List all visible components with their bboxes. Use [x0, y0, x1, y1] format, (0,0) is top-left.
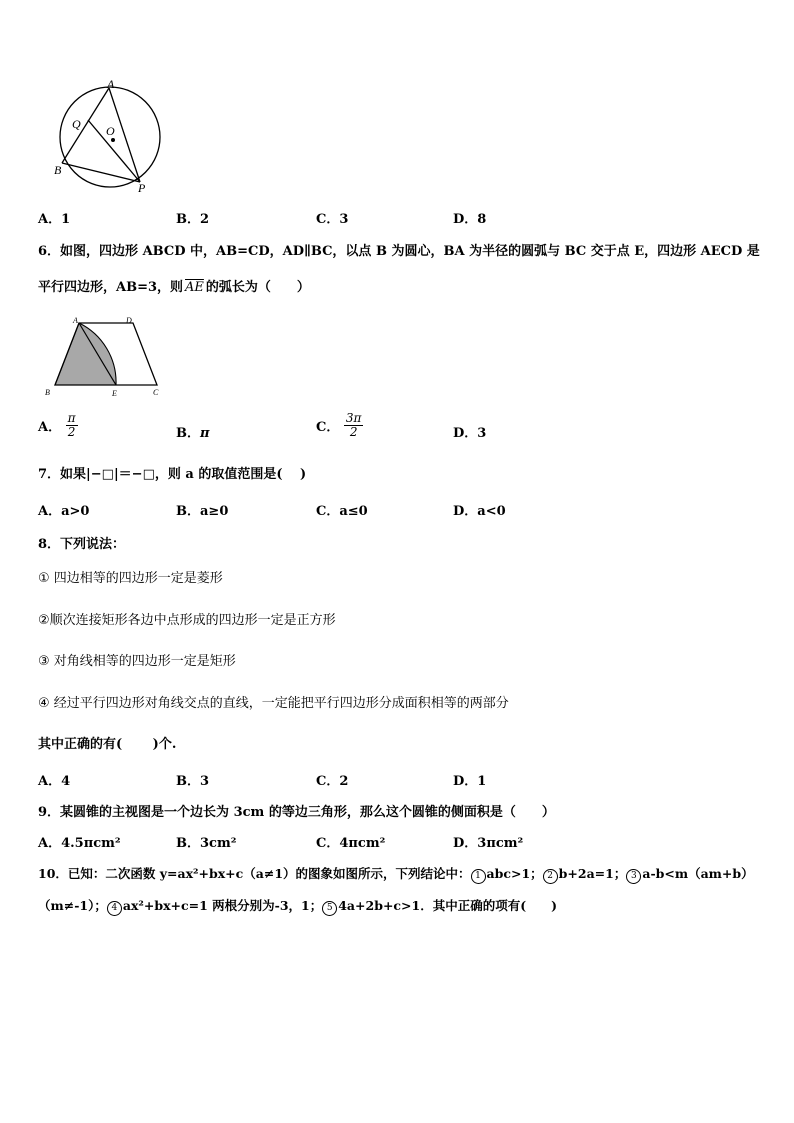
- q5-option-a: A．1: [38, 212, 71, 227]
- q7-option-a: A．a>0: [38, 504, 90, 519]
- label-p: P: [138, 181, 146, 195]
- q8-option-a: A．4: [38, 774, 71, 789]
- q10-line-1: 10．已知：二次函数 y=ax²+bx+c（a≠1）的图象如图所示，下列结论中： 1 abc>1； 2 b+2a=1； 3 a-b<m（am+b）: [38, 864, 754, 884]
- q6-option-a: A． $\frac{\pi}{2}$: [38, 411, 76, 439]
- q6-trapezoid-figure: [42, 314, 172, 400]
- circled-1: 1: [471, 869, 486, 884]
- q8-item-4: ④ 经过平行四边形对角线交点的直线，一定能把平行四边形分成面积相等的两部分: [38, 696, 509, 711]
- circled-3: 3: [626, 869, 641, 884]
- q6-option-b: B．π: [176, 426, 210, 441]
- circled-2: 2: [543, 869, 558, 884]
- q8-item-1: ① 四边相等的四边形一定是菱形: [38, 571, 223, 586]
- fraction-pi-over-2: $\frac{\pi}{2}$: [67, 411, 76, 439]
- q8-summary: 其中正确的有( )个.: [38, 737, 177, 752]
- q9-option-d: D．3πcm²: [453, 836, 524, 851]
- label-d: D: [126, 316, 132, 325]
- q6-option-c: C． $\frac{3\pi}{2}$: [316, 411, 362, 439]
- circled-4: 4: [107, 901, 122, 916]
- fraction-3pi-over-2: $\frac{3\pi}{2}$: [345, 411, 362, 439]
- q8-item-2: ②顺次连接矩形各边中点形成的四边形一定是正方形: [38, 613, 336, 628]
- q9-option-b: B．3cm²: [176, 836, 237, 851]
- label-a: A: [73, 316, 78, 325]
- q9-option-a: A．4.5πcm²: [38, 836, 121, 851]
- q8-option-d: D．1: [453, 774, 487, 789]
- q8-option-b: B．3: [176, 774, 210, 789]
- q7-option-b: B．a≥0: [176, 504, 229, 519]
- segment-bp: [62, 163, 140, 182]
- q9-option-c: C．4πcm²: [316, 836, 386, 851]
- label-c: C: [153, 388, 159, 397]
- q8-title: 8．下列说法：: [38, 537, 126, 552]
- q7-question: 7．如果|−□|＝−□，则 a 的取值范围是( ): [38, 467, 307, 482]
- q8-item-3: ③ 对角线相等的四边形一定是矩形: [38, 654, 236, 669]
- label-q: Q: [72, 117, 81, 131]
- label-b: B: [45, 388, 50, 397]
- label-o: O: [106, 124, 115, 138]
- q6-option-d: D．3: [453, 426, 487, 441]
- q6-line-1: 6．如图，四边形 ABCD 中，AB=CD，AD∥BC，以点 B 为圆心，BA 为半径的圆弧与 BC 交于点 E，四边形 AECD 是: [38, 244, 760, 259]
- label-b: B: [54, 163, 62, 177]
- arc-ae: $\overline{AE}$: [185, 280, 204, 295]
- q5-option-d: D．8: [453, 212, 487, 227]
- segment-ab: [62, 88, 109, 163]
- q9-question: 9．某圆锥的主视图是一个边长为 3cm 的等边三角形，那么这个圆锥的侧面积是（ ）: [38, 805, 555, 820]
- q5-option-b: B．2: [176, 212, 210, 227]
- q6-line-2: 平行四边形，AB=3，则 $\overline{AE}$ 的弧长为（ ）: [38, 280, 310, 295]
- center-dot: [111, 138, 115, 142]
- q8-option-c: C．2: [316, 774, 349, 789]
- q7-option-d: D．a<0: [453, 504, 506, 519]
- q7-option-c: C．a≤0: [316, 504, 368, 519]
- shaded-sector: [55, 323, 116, 385]
- label-a: A: [107, 78, 115, 91]
- label-e: E: [112, 389, 117, 398]
- q10-line-2: （m≠-1）； 4 ax²+bx+c=1 两根分别为-3，1； 5 4a+2b+c>1．其中正确的项有( ): [38, 896, 557, 916]
- circled-5: 5: [322, 901, 337, 916]
- q5-circle-figure: [48, 78, 168, 198]
- q5-option-c: C．3: [316, 212, 349, 227]
